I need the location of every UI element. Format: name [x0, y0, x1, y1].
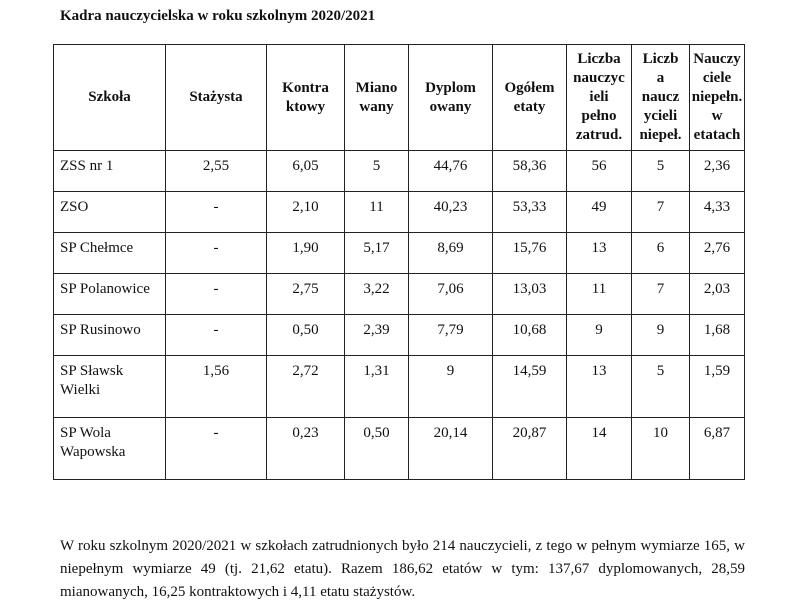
school-name-cell — [54, 315, 166, 356]
school-name-cell — [54, 151, 166, 192]
column-header — [632, 45, 690, 151]
column-header — [493, 45, 567, 151]
header-line: ycieli — [643, 108, 678, 124]
value-cell: - — [166, 274, 267, 315]
value-cell: 9 — [567, 315, 632, 356]
value-cell: 7 — [632, 192, 690, 233]
value-cell: 11 — [567, 274, 632, 315]
header-line: Dyplom — [425, 79, 476, 96]
table-row — [54, 274, 745, 315]
header-line: Liczba — [577, 51, 621, 67]
header-line: Liczb — [642, 51, 679, 67]
table-row — [54, 151, 745, 192]
table-row — [54, 418, 745, 480]
school-name-cell — [54, 418, 166, 480]
value-cell: - — [166, 233, 267, 274]
value-cell: - — [166, 418, 267, 480]
school-name-cell — [54, 274, 166, 315]
table-row — [54, 233, 745, 274]
column-header-school — [54, 45, 166, 151]
school-name-line: Wapowska — [60, 444, 126, 460]
value-cell: 20,14 — [409, 418, 493, 480]
header-line: etatach — [693, 127, 741, 143]
table-row — [54, 192, 745, 233]
value-cell: 5 — [632, 151, 690, 192]
header-line: ciele — [702, 70, 732, 86]
value-cell: 53,33 — [493, 192, 567, 233]
header-line: niepeł. — [639, 127, 682, 143]
school-name-line: SP Polanowice — [60, 281, 150, 297]
table-row — [54, 315, 745, 356]
value-cell: 2,55 — [166, 151, 267, 192]
value-cell: 4,33 — [690, 192, 745, 233]
header-line: Stażysta — [189, 89, 243, 105]
school-name-line: ZSS nr 1 — [60, 158, 114, 174]
header-line: ktowy — [285, 98, 326, 115]
value-cell: 6,87 — [690, 418, 745, 480]
school-name-line: Wielki — [60, 382, 101, 398]
value-cell: 1,56 — [166, 356, 267, 418]
value-cell: 1,68 — [690, 315, 745, 356]
header-line: zatrud. — [575, 127, 623, 143]
value-cell: 49 — [567, 192, 632, 233]
header-line: niepełn. — [691, 89, 743, 105]
value-cell: 2,76 — [690, 233, 745, 274]
header-line: Kontra — [282, 79, 329, 96]
value-cell: 10,68 — [493, 315, 567, 356]
value-cell: 44,76 — [409, 151, 493, 192]
value-cell: 8,69 — [409, 233, 493, 274]
header-line: pełno — [581, 108, 617, 124]
value-cell: 10 — [632, 418, 690, 480]
value-cell: 58,36 — [493, 151, 567, 192]
header-line: Miano — [355, 79, 398, 96]
header-line: a — [656, 70, 665, 86]
school-name-cell — [54, 192, 166, 233]
header-line: w — [711, 108, 723, 124]
value-cell: 2,36 — [690, 151, 745, 192]
value-cell: 20,87 — [493, 418, 567, 480]
summary-paragraph: W roku szkolnym 2020/2021 w szkołach zatrudnionych było 214 nauczycieli, z tego w pełnym wymiarze 165, w niepełnym wymiarze 49 (tj. 21,62 etatu). Razem 186,62 etatów w tym: 137,67 dyplomowanych, 28,59 mianowanych, 16,25 kontraktowych i 4,11 etatu stażystów. — [60, 538, 745, 600]
school-name-line: SP Wola — [60, 425, 111, 441]
value-cell: 9 — [409, 356, 493, 418]
header-line: etaty — [513, 98, 546, 115]
value-cell: 6 — [632, 233, 690, 274]
school-name-line: SP Rusinowo — [60, 322, 141, 338]
header-line: Szkoła — [88, 89, 131, 105]
value-cell: 7 — [632, 274, 690, 315]
header-line: Nauczy — [693, 51, 741, 67]
table-row — [54, 356, 745, 418]
column-header — [267, 45, 345, 151]
column-header — [345, 45, 409, 151]
school-name-line: SP Chełmce — [60, 240, 134, 256]
table-header-row — [54, 45, 745, 151]
value-cell: 3,22 — [345, 274, 409, 315]
school-name-cell — [54, 356, 166, 418]
value-cell: 5,17 — [345, 233, 409, 274]
value-cell: 5 — [345, 151, 409, 192]
school-name-line: ZSO — [60, 199, 89, 215]
value-cell: 2,39 — [345, 315, 409, 356]
value-cell: 2,72 — [267, 356, 345, 418]
value-cell: 56 — [567, 151, 632, 192]
school-name-line: SP Sławsk — [60, 363, 124, 379]
value-cell: 6,05 — [267, 151, 345, 192]
value-cell: 15,76 — [493, 233, 567, 274]
column-header — [409, 45, 493, 151]
value-cell: - — [166, 192, 267, 233]
value-cell: 0,50 — [345, 418, 409, 480]
header-line: wany — [359, 98, 394, 115]
value-cell: 2,03 — [690, 274, 745, 315]
teacher-staff-table — [53, 44, 745, 480]
column-header — [690, 45, 745, 151]
value-cell: 13 — [567, 356, 632, 418]
value-cell: 7,79 — [409, 315, 493, 356]
school-name-cell — [54, 233, 166, 274]
value-cell: 1,59 — [690, 356, 745, 418]
value-cell: 13 — [567, 233, 632, 274]
header-line: owany — [429, 98, 472, 115]
column-header — [166, 45, 267, 151]
header-line: Ogółem — [504, 79, 555, 96]
value-cell: 13,03 — [493, 274, 567, 315]
value-cell: 2,75 — [267, 274, 345, 315]
table-body — [54, 151, 745, 480]
value-cell: 1,31 — [345, 356, 409, 418]
value-cell: 0,50 — [267, 315, 345, 356]
value-cell: 7,06 — [409, 274, 493, 315]
value-cell: 1,90 — [267, 233, 345, 274]
value-cell: - — [166, 315, 267, 356]
value-cell: 14 — [567, 418, 632, 480]
value-cell: 2,10 — [267, 192, 345, 233]
column-header — [567, 45, 632, 151]
value-cell: 5 — [632, 356, 690, 418]
value-cell: 11 — [345, 192, 409, 233]
value-cell: 14,59 — [493, 356, 567, 418]
header-line: naucz — [641, 89, 680, 105]
value-cell: 9 — [632, 315, 690, 356]
value-cell: 0,23 — [267, 418, 345, 480]
document-title: Kadra nauczycielska w roku szkolnym 2020/2021 — [60, 8, 376, 24]
value-cell: 40,23 — [409, 192, 493, 233]
header-line: ieli — [589, 89, 609, 105]
header-line: nauczyc — [573, 70, 625, 86]
